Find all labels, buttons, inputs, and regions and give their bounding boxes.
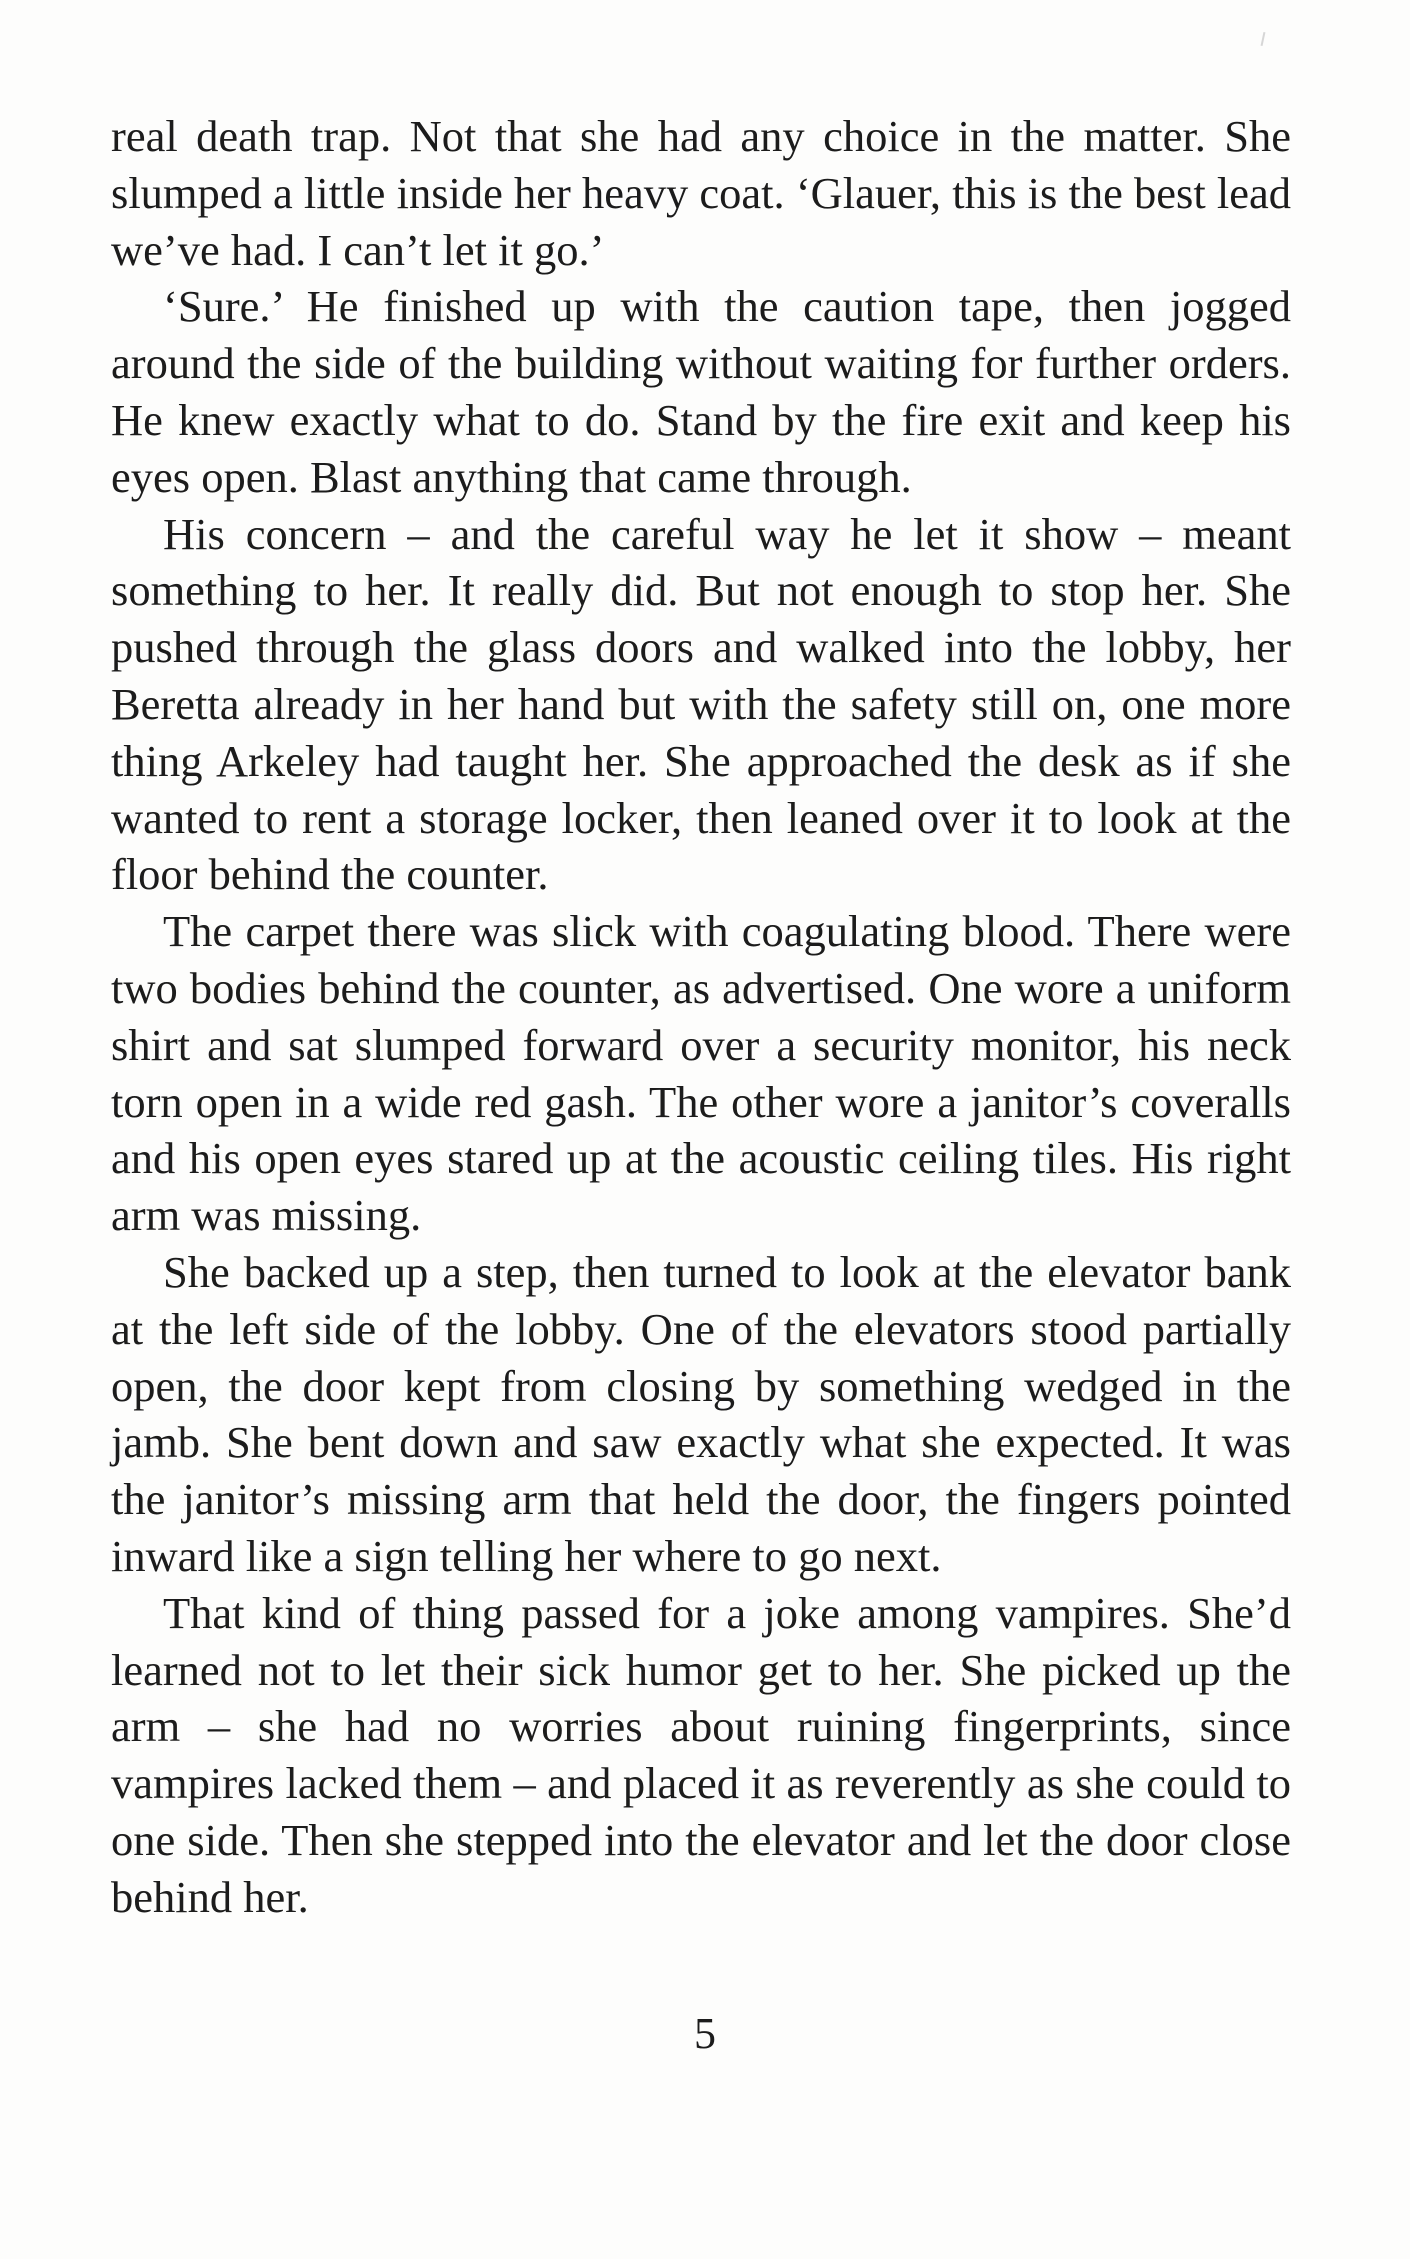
- page-number: 5: [694, 2009, 716, 2058]
- scan-mark: [1261, 32, 1266, 46]
- body-text: [111, 108, 1291, 1926]
- paragraph-5: She backed up a step, then turned to look at the elevator bank at the left side of the lobby. One of the elevators stood partially open, the door kept from closing by something wedged in the jamb. She bent down and saw exactly what she expected. It was the janitor’s missing arm that held the door, the fingers pointed inward like a sign telling her where to go next.: [111, 1246, 1291, 1581]
- paragraph-1: real death trap. Not that she had any choice in the matter. She slumped a little inside her heavy coat. ‘Glauer, this is the best lead we’ve had. I can’t let it go.’: [111, 111, 1291, 275]
- paragraph-4: The carpet there was slick with coagulating blood. There were two bodies behind the counter, as advertised. One wore a uniform shirt and sat slumped forward over a security monitor, his neck torn open in a wide red gash. The other wore a janitor’s coveralls and his open eyes stared up at the acoustic ceiling tiles. His right arm was missing.: [111, 906, 1291, 1241]
- paragraph-3: His concern – and the careful way he let it show – meant something to her. It really did. But not enough to stop her. She pushed through the glass doors and walked into the lobby, her Beretta already in her hand but with the safety still on, one more thing Arkeley had taught her. She approached the desk as if she wanted to rent a storage locker, then leaned over it to look at the floor behind the counter.: [111, 508, 1291, 900]
- paragraph-2: ‘Sure.’ He finished up with the caution tape, then jogged around the side of the building without waiting for further orders. He knew exactly what to do. Stand by the fire exit and keep his eyes open. Blast anything that came through.: [111, 281, 1291, 502]
- paragraph-6: That kind of thing passed for a joke among vampires. She’d learned not to let their sick humor get to her. She picked up the arm – she had no worries about ruining fingerprints, since vampires lacked them – and placed it as reverently as she could to one side. Then she stepped into the elevator and let the door close behind her.: [111, 1587, 1291, 1922]
